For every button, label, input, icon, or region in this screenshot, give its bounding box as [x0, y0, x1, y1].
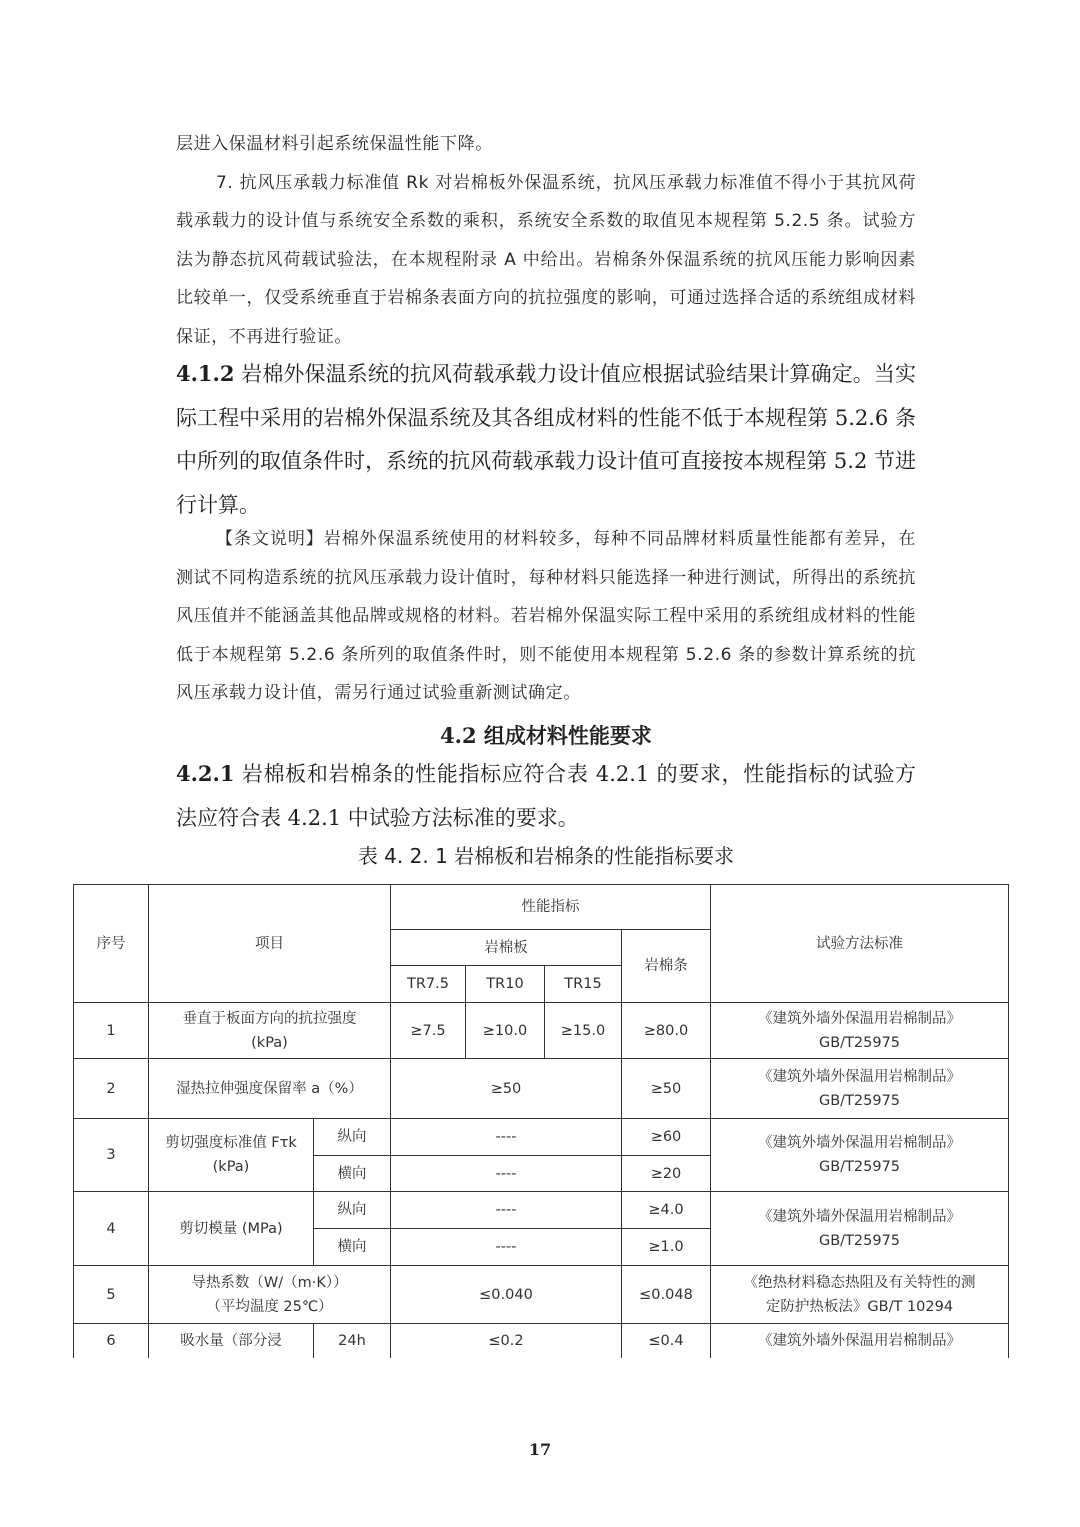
row-strip: ≥50	[622, 1059, 711, 1119]
row-board: ≤0.040	[391, 1266, 622, 1324]
table-row	[74, 1059, 1009, 1119]
row-method	[711, 1059, 1009, 1119]
row-method: 《建筑外墙外保温用岩棉制品》	[711, 1324, 1009, 1358]
row-board: ----	[391, 1119, 622, 1156]
commentary-continuation	[176, 125, 916, 356]
commentary-line: 层进入保温材料引起系统保温性能下降。	[176, 134, 493, 154]
row-board: ≤0.2	[391, 1324, 622, 1358]
row-item	[149, 1266, 391, 1324]
row-strip: ≥20	[622, 1156, 711, 1192]
row-direction: 纵向	[314, 1119, 391, 1156]
row-item: 吸水量（部分浸	[149, 1324, 314, 1358]
row-strip: ≥80.0	[622, 1003, 711, 1059]
table-row	[74, 1266, 1009, 1324]
row-seq: 2	[74, 1059, 149, 1119]
row-duration: 24h	[314, 1324, 391, 1358]
row-method-name: 《建筑外墙外保温用岩棉制品》	[758, 1135, 961, 1151]
row-direction: 横向	[314, 1156, 391, 1192]
table-row	[74, 1119, 1009, 1156]
row-strip: ≥4.0	[622, 1192, 711, 1229]
table-caption: 表 4. 2. 1 岩棉板和岩棉条的性能指标要求	[357, 844, 735, 868]
header-tr15: TR15	[545, 966, 622, 1003]
clause-text: 岩棉外保温系统的抗风荷载承载力设计值应根据试验结果计算确定。当实际工程中采用的岩棉外保温系统及其各组成材料的性能不低于本规程第 5.2.6 条中所列的取值条件时，系统的抗风荷载承载力设计值可直接按本规程第 5.2 节进行计算。	[176, 362, 916, 518]
row-item-unit: (kPa)	[212, 1159, 250, 1175]
row-item-line: 垂直于板面方向的抗拉强度	[182, 1010, 357, 1027]
performance-table	[73, 884, 1009, 1358]
row-direction: 横向	[314, 1229, 391, 1266]
row-method-code: GB/T25975	[818, 1092, 901, 1109]
commentary-text: 【条文说明】岩棉外保温系统使用的材料较多，每种不同品牌材料质量性能都有差异，在测试不同构造系统的抗风压承载力设计值时，每种材料只能选择一种进行测试，所得出的系统抗风压值并不能涵盖其他品牌或规格的材料。若岩棉外保温实际工程中采用的系统组成材料的性能低于本规程第 5.2.6 条所列的取值条件时，则不能使用本规程第 5.2.6 条的参数计算系统的抗风压承载力设计值，需另行通过试验重新测试确定。	[176, 529, 916, 703]
row-item-unit: (kPa)	[251, 1034, 288, 1051]
header-test-method: 试验方法标准	[711, 885, 1009, 1003]
clause-4-1-2	[176, 352, 916, 528]
row-strip: ≤0.4	[622, 1324, 711, 1358]
row-item	[149, 1003, 391, 1059]
row-method	[711, 1266, 1009, 1324]
row-seq: 1	[74, 1003, 149, 1059]
row-item	[149, 1119, 314, 1192]
row-method	[711, 1003, 1009, 1059]
row-tr7-5: ≥7.5	[391, 1003, 466, 1059]
clause-text: 岩棉板和岩棉条的性能指标应符合表 4.2.1 的要求，性能指标的试验方法应符合表 4.2.1 中试验方法标准的要求。	[176, 762, 916, 830]
row-method-name: 《建筑外墙外保温用岩棉制品》	[758, 1068, 961, 1085]
row-method-name: 《建筑外墙外保温用岩棉制品》	[758, 1208, 961, 1225]
row-method-name: 《绝热材料稳态热阻及有关特性的测	[743, 1274, 976, 1291]
table-row	[74, 1192, 1009, 1229]
commentary-4-1-2	[176, 520, 916, 713]
row-item-line: 导热系数（W/（m·K））	[191, 1274, 348, 1291]
row-method	[711, 1192, 1009, 1266]
section-heading: 4.2 组成材料性能要求	[440, 723, 652, 748]
clause-number: 4.2.1	[176, 761, 235, 786]
header-seq: 序号	[74, 885, 149, 1003]
row-method-code: GB/T25975	[818, 1159, 901, 1175]
row-method	[711, 1119, 1009, 1192]
row-board: ----	[391, 1156, 622, 1192]
row-method-code: GB/T25975	[818, 1232, 901, 1249]
row-tr10: ≥10.0	[466, 1003, 545, 1059]
row-board: ----	[391, 1192, 622, 1229]
row-method-code: 定防护热板法》GB/T 10294	[765, 1298, 954, 1315]
row-board: ≥50	[391, 1059, 622, 1119]
header-row-1	[74, 885, 1009, 930]
row-tr15: ≥15.0	[545, 1003, 622, 1059]
clause-number: 4.1.2	[176, 361, 235, 386]
row-board: ----	[391, 1229, 622, 1266]
row-strip: ≥60	[622, 1119, 711, 1156]
row-item-unit: （平均温度 25℃）	[206, 1298, 333, 1315]
row-seq: 3	[74, 1119, 149, 1192]
table-row	[74, 1003, 1009, 1059]
header-tr10: TR10	[466, 966, 545, 1003]
clause-4-2-1	[176, 752, 916, 840]
row-direction: 纵向	[314, 1192, 391, 1229]
header-rock-wool-board: 岩棉板	[391, 930, 622, 966]
header-performance: 性能指标	[391, 885, 711, 930]
row-method-code: GB/T25975	[818, 1034, 901, 1051]
header-rock-wool-strip: 岩棉条	[622, 930, 711, 1003]
row-strip: ≥1.0	[622, 1229, 711, 1266]
row-seq: 5	[74, 1266, 149, 1324]
row-seq: 6	[74, 1324, 149, 1358]
row-item: 剪切模量 (MPa)	[149, 1192, 314, 1266]
header-item: 项目	[149, 885, 391, 1003]
header-tr7-5: TR7.5	[391, 966, 466, 1003]
row-strip: ≤0.048	[622, 1266, 711, 1324]
row-item-line: 剪切强度标准值 Fτk	[165, 1135, 297, 1151]
table-row	[74, 1324, 1009, 1358]
commentary-item-7: 7. 抗风压承载力标准值 Rk 对岩棉板外保温系统，抗风压承载力标准值不得小于其抗风荷载承载力的设计值与系统安全系数的乘积，系统安全系数的取值见本规程第 5.2.5 条。试验方法为静态抗风荷载试验法，在本规程附录 A 中给出。岩棉条外保温系统的抗风压能力影响因素比较单一，仅受系统垂直于岩棉条表面方向的抗拉强度的影响，可通过选择合适的系统组成材料保证，不再进行验证。	[176, 172, 916, 347]
row-method-name: 《建筑外墙外保温用岩棉制品》	[758, 1010, 961, 1027]
page-number: 17	[528, 1440, 552, 1459]
row-seq: 4	[74, 1192, 149, 1266]
row-item: 湿热拉伸强度保留率 a（%）	[149, 1059, 391, 1119]
